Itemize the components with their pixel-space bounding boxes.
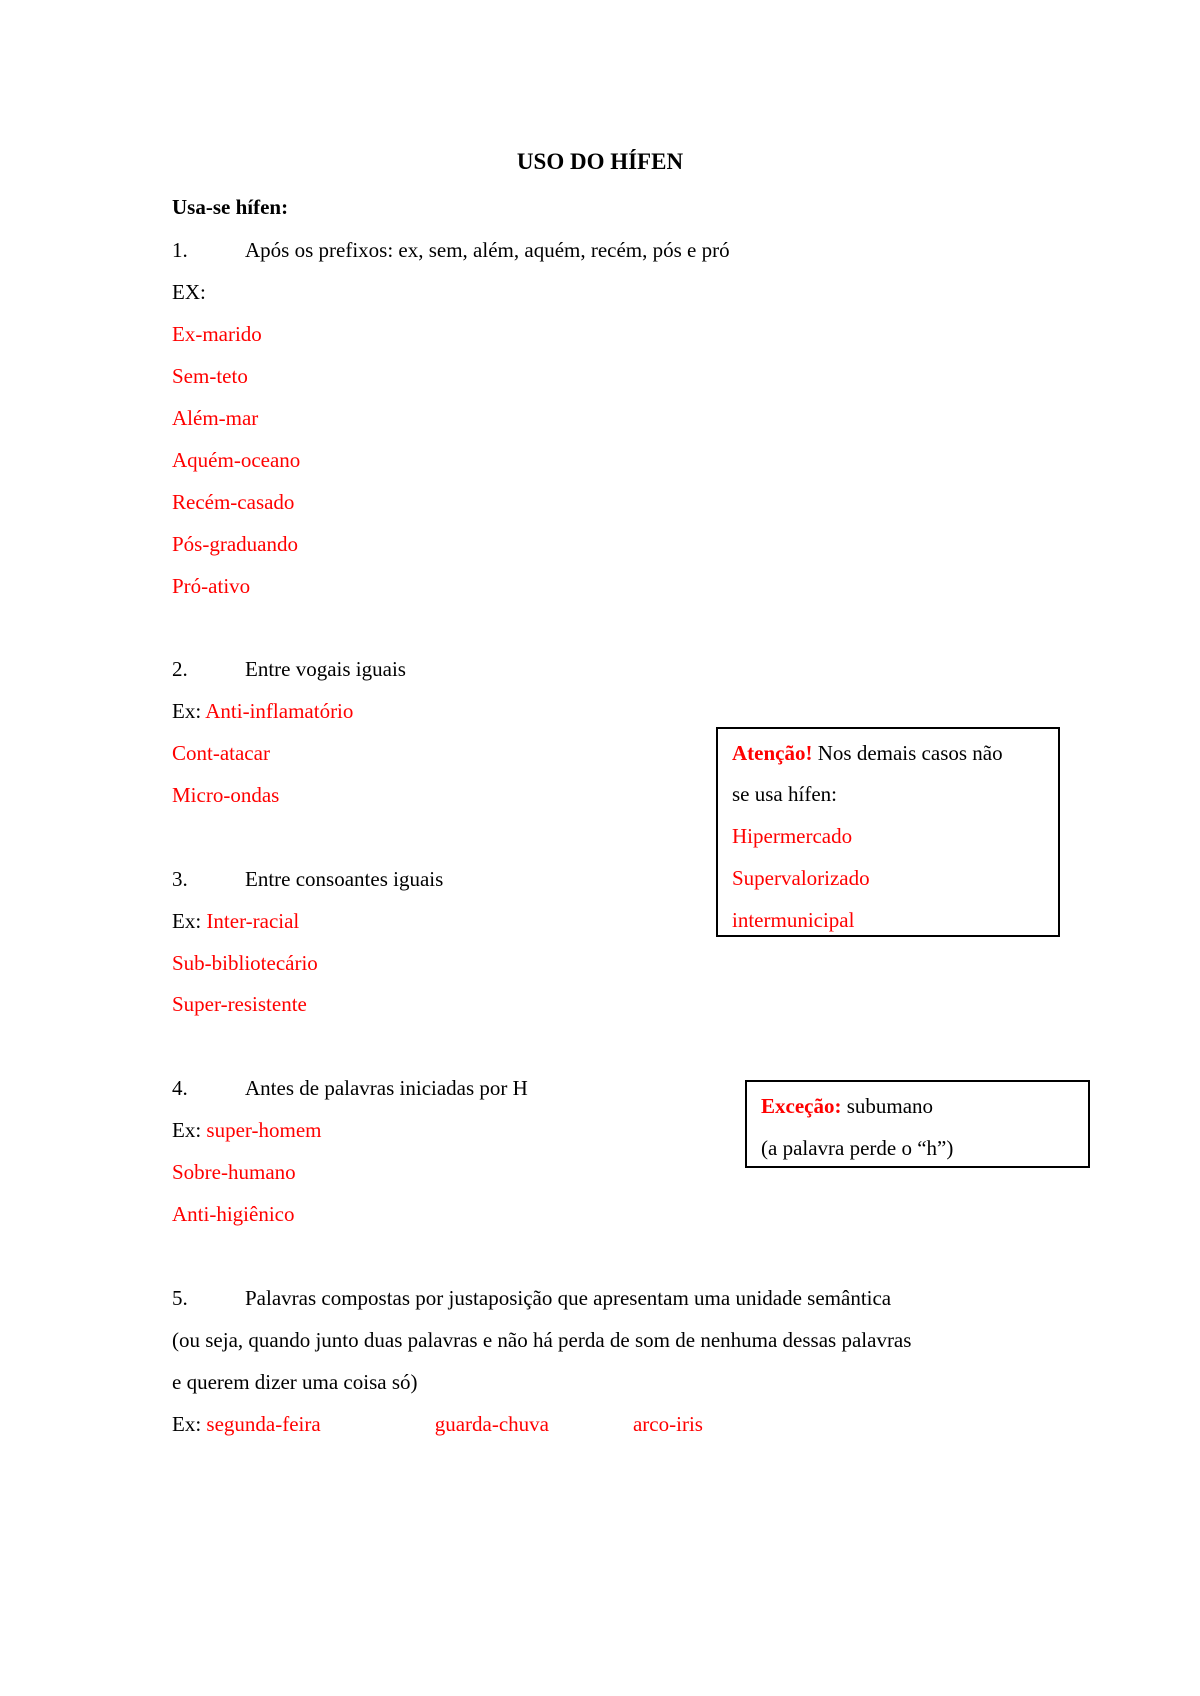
section-1-example: Pós-graduando (172, 532, 298, 556)
section-5-example: segunda-feira (206, 1412, 321, 1436)
intro-text: Usa-se hífen: (172, 195, 289, 219)
section-5-ex-label: Ex: (172, 1412, 202, 1436)
section-2-ex-line (172, 701, 353, 722)
section-1-ex-label: EX: (172, 280, 206, 304)
section-1-number: 1. (172, 238, 188, 262)
section-3-ex-line (172, 911, 299, 932)
section-4-heading (172, 1078, 528, 1099)
section-1-heading (172, 240, 730, 261)
section-1-example: Sem-teto (172, 364, 248, 388)
section-1-example: Ex-marido (172, 322, 262, 346)
section-2-heading (172, 659, 406, 680)
section-2-number: 2. (172, 657, 188, 681)
section-5-example: guarda-chuva (434, 1412, 549, 1436)
section-4-example: Anti-higiênico (172, 1202, 295, 1226)
section-1-example: Recém-casado (172, 490, 295, 514)
section-3-heading (172, 869, 443, 890)
section-5-number: 5. (172, 1286, 188, 1310)
section-3-ex-label: Ex: (172, 909, 202, 933)
attention-box (716, 727, 1060, 937)
section-3-number: 3. (172, 867, 188, 891)
section-5-heading (172, 1288, 891, 1309)
section-1-example: Além-mar (172, 406, 259, 430)
exception-box (745, 1080, 1090, 1168)
section-5-text: Palavras compostas por justaposição que apresentam uma unidade semântica (245, 1286, 892, 1310)
section-3-example: Super-resistente (172, 992, 307, 1016)
section-4-ex-label: Ex: (172, 1118, 202, 1142)
section-5-text-line3: e querem dizer uma coisa só) (172, 1370, 418, 1394)
exception-label: Exceção: (761, 1094, 842, 1118)
section-1-text: Após os prefixos: ex, sem, além, aquém, recém, pós e pró (245, 238, 730, 262)
section-2-example: Anti-inflamatório (205, 699, 354, 723)
section-3-text: Entre consoantes iguais (245, 867, 444, 891)
section-4-ex-line (172, 1120, 321, 1141)
section-3-example: Sub-bibliotecário (172, 951, 318, 975)
attention-example: intermunicipal (732, 908, 855, 932)
section-5-ex-line (172, 1414, 703, 1435)
attention-example: Supervalorizado (732, 866, 870, 890)
section-2-text: Entre vogais iguais (245, 657, 406, 681)
section-4-example: Sobre-humano (172, 1160, 296, 1184)
section-5-example: arco-iris (632, 1412, 703, 1436)
attention-example: Hipermercado (732, 824, 853, 848)
section-1-example: Pró-ativo (172, 574, 251, 598)
section-4-text: Antes de palavras iniciadas por H (245, 1076, 528, 1100)
attention-text-1: Nos demais casos não (817, 741, 1003, 765)
exception-line-1 (761, 1096, 933, 1117)
section-5-text-line2: (ou seja, quando junto duas palavras e não há perda de som de nenhuma dessas palavras (172, 1328, 912, 1352)
section-2-example: Micro-ondas (172, 783, 280, 807)
attention-line-1 (732, 743, 1003, 764)
attention-text-2: se usa hífen: (732, 782, 837, 806)
section-1-example: Aquém-oceano (172, 448, 301, 472)
section-4-number: 4. (172, 1076, 188, 1100)
section-4-example: super-homem (206, 1118, 322, 1142)
exception-text-1: subumano (846, 1094, 934, 1118)
section-2-ex-label: Ex: (172, 699, 202, 723)
page-title: USO DO HÍFEN (516, 149, 684, 174)
attention-label: Atenção! (732, 741, 813, 765)
exception-text-2: (a palavra perde o “h”) (761, 1136, 954, 1160)
section-3-example: Inter-racial (206, 909, 300, 933)
section-2-example: Cont-atacar (172, 741, 270, 765)
